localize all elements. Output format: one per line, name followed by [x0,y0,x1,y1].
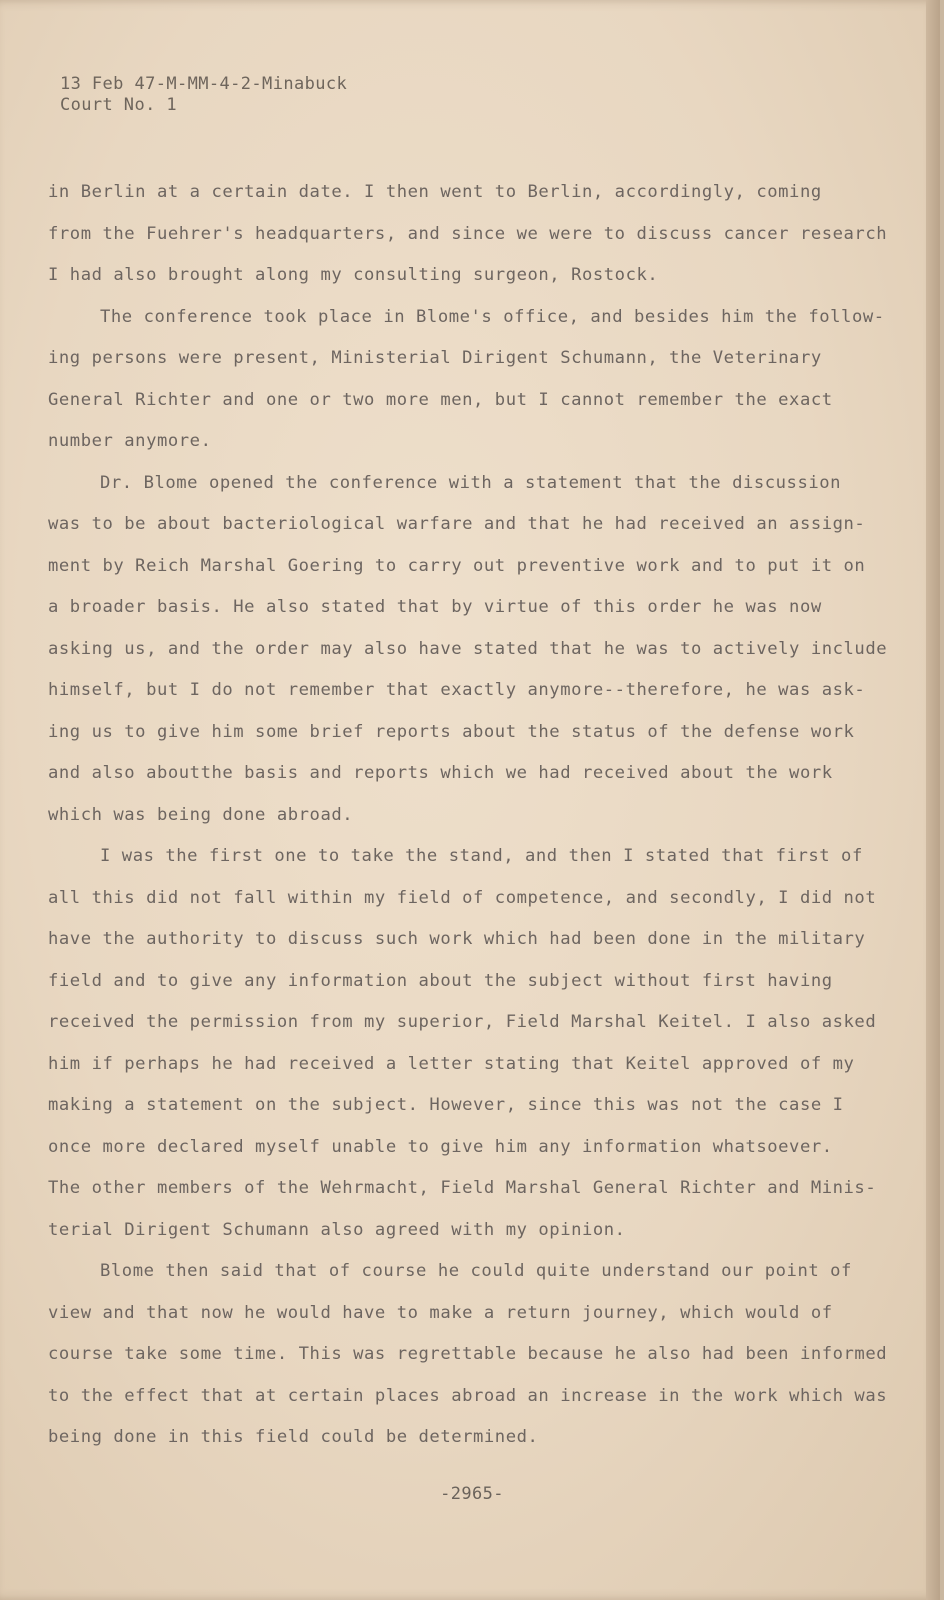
paragraph-first-line: Blome then said that of course he could quite understand our point of [100,1261,852,1281]
text-line: was to be about bacteriological warfare and that he had received an assign- [48,514,866,534]
text-line: number anymore. [48,431,212,451]
text-line: course take some time. This was regrettable because he also had been informed [48,1344,888,1364]
text-line: once more declared myself unable to give him any information whatsoever. [48,1136,833,1157]
page-number: -2965- [440,1484,504,1504]
text-line: in Berlin at a certain date. I then went to Berlin, accordingly, coming [48,182,822,202]
text-line: terial Dirigent Schumann also agreed with my opinion. [48,1219,626,1240]
text-line: received the permission from my superior, Field Marshal Keitel. I also asked [48,1012,877,1032]
document-header [60,74,347,116]
text-line: The other members of the Wehrmacht, Field Marshal General Richter and Minis- [48,1178,877,1198]
text-line: have the authority to discuss such work which had been done in the military [48,929,866,949]
text-line: which was being done abroad. [48,804,354,825]
paragraph-first-line: I was the first one to take the stand, and then I stated that first of [100,846,863,866]
text-line: view and that now he would have to make a return journey, which would of [48,1302,833,1323]
text-line: and also aboutthe basis and reports which we had received about the work [48,763,833,783]
header-file-reference: 13 Feb 47-M-MM-4-2-Minabuck [60,74,348,94]
paragraph-first-line: Dr. Blome opened the conference with a statement that the discussion [100,472,842,493]
text-line: him if perhaps he had received a letter stating that Keitel approved of my [48,1053,855,1074]
text-line: ment by Reich Marshal Goering to carry out preventive work and to put it on [48,555,866,576]
text-line: from the Fuehrer's headquarters, and since we were to discuss cancer research [48,223,888,244]
text-line: field and to give any information about the subject without first having [48,970,833,991]
text-line: himself, but I do not remember that exactly anymore--therefore, he was ask- [48,680,866,700]
text-line: to the effect that at certain places abroad an increase in the work which was [48,1385,888,1406]
text-line: making a statement on the subject. However, since this was not the case I [48,1095,844,1115]
transcript-body [48,177,888,1464]
text-line: ing persons were present, Ministerial Dirigent Schumann, the Veterinary [48,348,822,368]
text-line: all this did not fall within my field of competence, and secondly, I did not [48,887,877,908]
header-court-number: Court No. 1 [60,95,177,115]
text-line: being done in this field could be determined. [48,1427,539,1447]
paragraph-first-line: The conference took place in Blome's office, and besides him the follow- [100,306,885,327]
page-edge-shadow [926,0,940,1600]
text-line: asking us, and the order may also have stated that he was to actively include [48,638,888,659]
text-line: General Richter and one or two more men, but I cannot remember the exact [48,389,833,410]
text-line: I had also brought along my consulting surgeon, Rostock. [48,265,659,285]
text-line: ing us to give him some brief reports about the status of the defense work [48,721,855,742]
text-line: a broader basis. He also stated that by virtue of this order he was now [48,597,822,617]
